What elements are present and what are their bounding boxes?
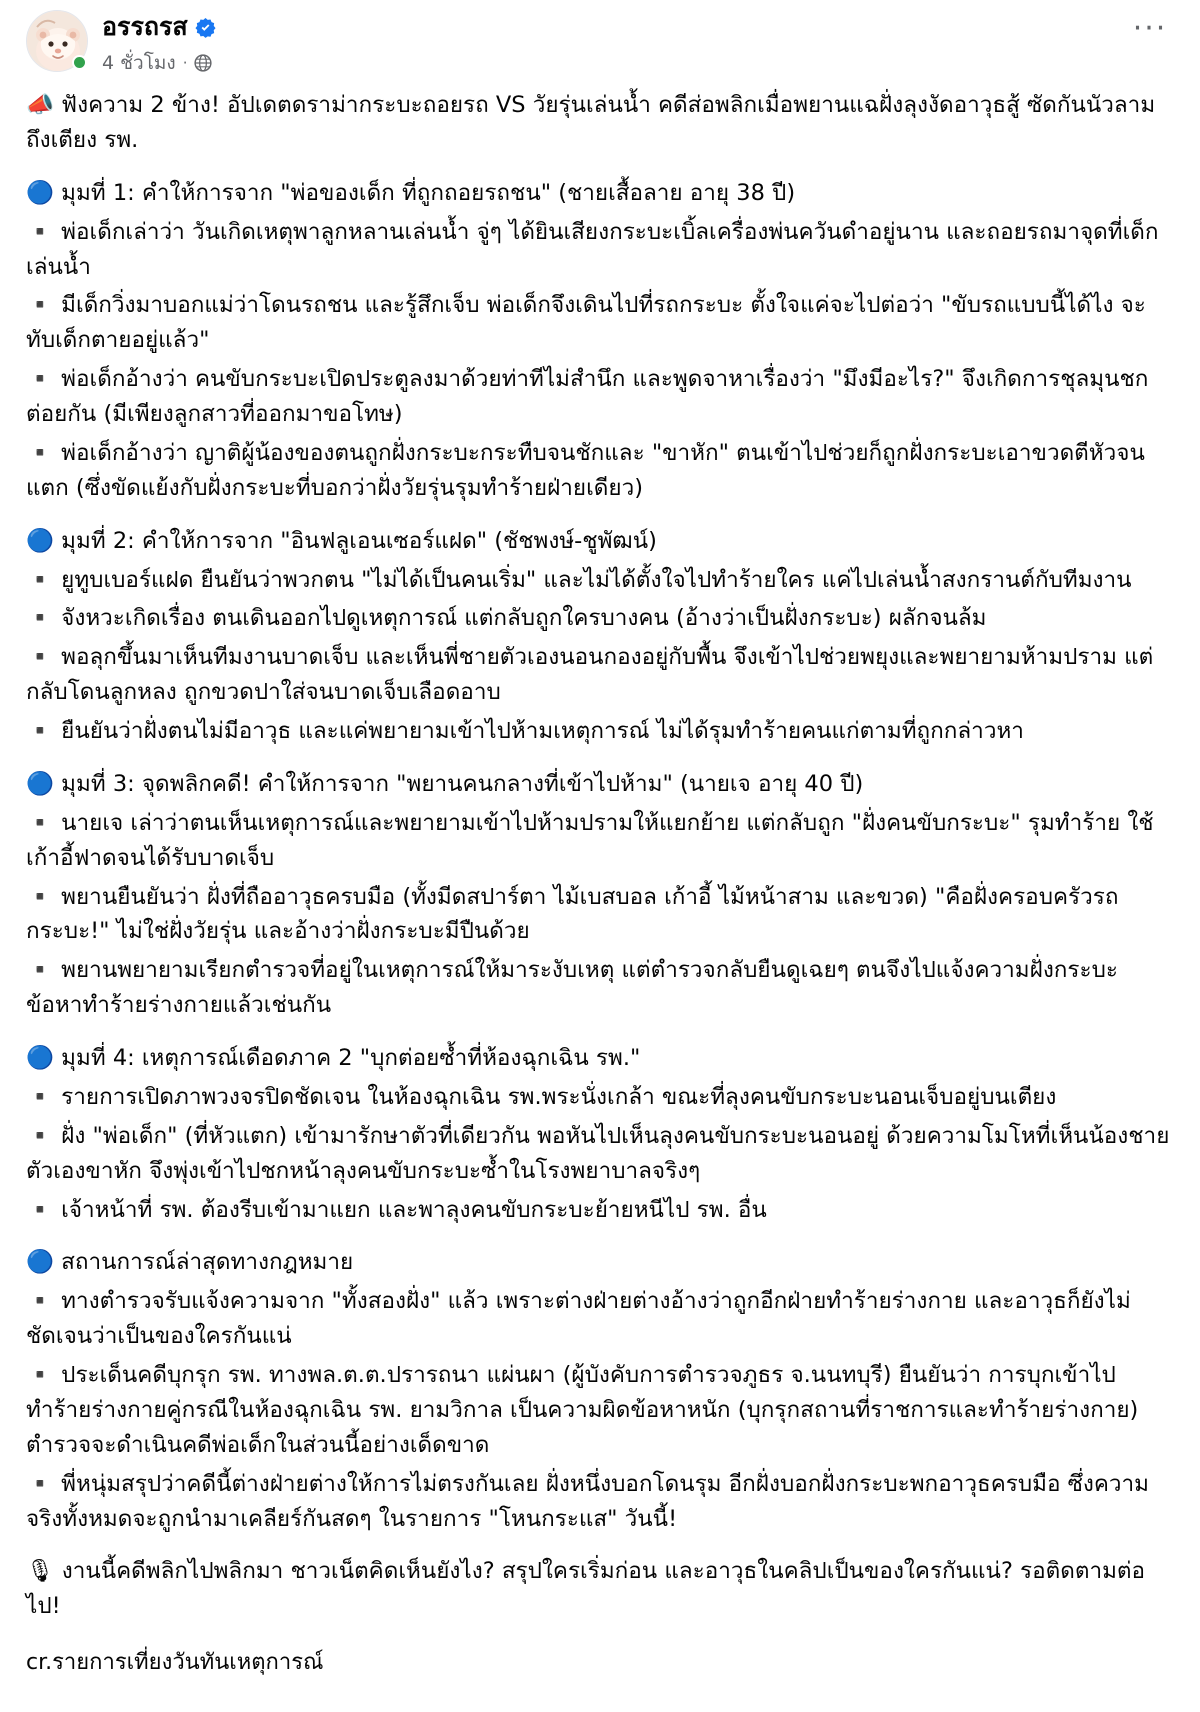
author-row [102, 12, 216, 42]
post-header-text [102, 10, 216, 78]
section-item: ▪️ เจ้าหน้าที่ รพ. ต้องรีบเข้ามาแยก และพาลุงคนขับกระบะย้ายหนีไป รพ. อื่น [26, 1196, 767, 1223]
author-name[interactable]: อรรถรส [102, 12, 188, 41]
section-item: ▪️ พยานพยายามเรียกตำรวจที่อยู่ในเหตุการณ์ให้มาระงับเหตุ แต่ตำรวจกลับยืนดูเฉยๆ ตนจึงไปแจ้งความฝั่งกระบะข้อหาทำร้ายร่างกายแล้วเช่นกัน [26, 957, 1118, 1019]
section-item: ▪️ นายเจ เล่าว่าตนเห็นเหตุการณ์และพยายามเข้าไปห้ามปรามให้แยกย้าย แต่กลับถูก "ฝั่งคนขับกระบะ" รุมทำร้าย ใช้เก้าอี้ฟาดจนได้รับบาดเจ็บ [26, 809, 1154, 871]
post-lead-paragraph: 📣 ฟังความ 2 ข้าง! อัปเดตดราม่ากระบะถอยรถ VS วัยรุ่นเล่นน้ำ คดีส่อพลิกเมื่อพยานแฉฝั่งลุงงัดอาวุธสู้ ซัดกันนัวลามถึงเตียง รพ. [26, 92, 1156, 153]
section-item: ▪️ พอลุกขึ้นมาเห็นทีมงานบาดเจ็บ และเห็นพี่ชายตัวเองนอนกองอยู่กับพื้น จึงเข้าไปช่วยพยุงและพยายามห้ามปราม แต่กลับโดนลูกหลง ถูกขวดปาใส่จนบาดเจ็บเลือดอาบ [26, 644, 1154, 706]
section-item: ▪️ พ่อเด็กอ้างว่า ญาติผู้น้องของตนถูกฝั่งกระบะกระทืบจนชักและ "ขาหัก" ตนเข้าไปช่วยก็ถูกฝั่งกระบะเอาขวดตีหัวจนแตก (ซึ่งขัดแย้งกับฝั่งกระบะที่บอกว่าฝั่งวัยรุ่นรุมทำร้ายฝ่ายเดียว) [26, 439, 1145, 501]
section-item: ▪️ มีเด็กวิ่งมาบอกแม่ว่าโดนรถชน และรู้สึกเจ็บ พ่อเด็กจึงเดินไปที่รถกระบะ ตั้งใจแค่จะไปต่อว่า "ขับรถแบบนี้ได้ไง จะทับเด็กตายอยู่แล้ว" [26, 292, 1146, 354]
section-item: ▪️ พยานยืนยันว่า ฝั่งที่ถืออาวุธครบมือ (ทั้งมีดสปาร์ตา ไม้เบสบอล เก้าอี้ ไม้หน้าสาม และขวด) "คือฝั่งครอบครัวรถกระบะ!" ไม่ใช่ฝั่งวัยรุ่น และอ้างว่าฝั่งกระบะมีปืนด้วย [26, 883, 1119, 945]
section-item: ▪️ จังหวะเกิดเรื่อง ตนเดินออกไปดูเหตุการณ์ แต่กลับถูกใครบางคน (อ้างว่าเป็นฝั่งกระบะ) ผลักจนล้ม [26, 605, 987, 632]
post-closing-paragraph: 🎙 งานนี้คดีพลิกไปพลิกมา ชาวเน็ตคิดเห็นยังไง? สรุปใครเริ่มก่อน และอาวุธในคลิปเป็นของใครกันแน่? รอติดตามต่อไป! [26, 1558, 1146, 1620]
section-item: ▪️ ประเด็นคดีบุกรุก รพ. ทางพล.ต.ต.ปรารถนา แผ่นผา (ผู้บังคับการตำรวจภูธร จ.นนทบุรี) ยืนยันว่า การบุกเข้าไปทำร้ายร่างกายคู่กรณีในห้องฉุกเฉิน รพ. ยามวิกาล เป็นความผิดข้อหาหนัก (บุกรุกสถานที่ราชการและทำร้ายร่างกาย) ตำรวจจะดำเนินคดีพ่อเด็กในส่วนนี้อย่างเด็ดขาด [26, 1362, 1146, 1458]
section-item: ▪️ พี่หนุ่มสรุปว่าคดีนี้ต่างฝ่ายต่างให้การไม่ตรงกันเลย ฝั่งหนึ่งบอกโดนรุม อีกฝั่งบอกฝั่งกระบะพกอาวุธครบมือ ซึ่งความจริงทั้งหมดจะถูกนำมาเคลียร์กันสดๆ ในรายการ "โหนกระแส" วันนี้! [26, 1470, 1150, 1532]
section-item: ▪️ รายการเปิดภาพวงจรปิดชัดเจน ในห้องฉุกเฉิน รพ.พระนั่งเกล้า ขณะที่ลุงคนขับกระบะนอนเจ็บอยู่บนเตียง [26, 1083, 1057, 1110]
section-item: ▪️ ยืนยันว่าฝั่งตนไม่มีอาวุธ และแค่พยายามเข้าไปห้ามเหตุการณ์ ไม่ได้รุมทำร้ายคนแก่ตามที่ถูกกล่าวหา [26, 718, 1024, 744]
post-timestamp[interactable]: 4 ชั่วโมง [102, 52, 176, 74]
section-item: ▪️ พ่อเด็กเล่าว่า วันเกิดเหตุพาลูกหลานเล่นน้ำ จู่ๆ ได้ยินเสียงกระบะเบิ้ลเครื่องพ่นควันดำอยู่นาน และถอยรถมาจุดที่เด็กเล่นน้ำ [26, 218, 1159, 280]
section-item: ▪️ ยูทูบเบอร์แฝด ยืนยันว่าพวกตน "ไม่ได้เป็นคนเริ่ม" และไม่ได้ตั้งใจไปทำร้ายใคร แค่ไปเล่นน้ำสงกรานต์กับทีมงาน [26, 566, 1132, 593]
section-heading: 🔵 มุมที่ 4: เหตุการณ์เดือดภาค 2 "บุกต่อยซ้ำที่ห้องฉุกเฉิน รพ." [26, 1045, 641, 1071]
section-item: ▪️ ทางตำรวจรับแจ้งความจาก "ทั้งสองฝั่ง" แล้ว เพราะต่างฝ่ายต่างอ้างว่าถูกอีกฝ่ายทำร้ายร่างกาย และอาวุธก็ยังไม่ชัดเจนว่าเป็นของใครกันแน่ [26, 1288, 1131, 1350]
section-heading: 🔵 มุมที่ 1: คำให้การจาก "พ่อของเด็ก ที่ถูกถอยรถชน" (ชายเสื้อลาย อายุ 38 ปี) [26, 179, 796, 206]
meta-separator: · [182, 53, 188, 72]
section-heading: 🔵 มุมที่ 3: จุดพลิกคดี! คำให้การจาก "พยานคนกลางที่เข้าไปห้าม" (นายเจ อายุ 40 ปี) [26, 770, 864, 797]
avatar[interactable] [26, 10, 88, 72]
online-status-dot [72, 55, 87, 70]
section-heading: 🔵 มุมที่ 2: คำให้การจาก "อินฟลูเอนเซอร์แฝด" (ชัชพงษ์-ชูพัฒน์) [26, 527, 657, 554]
section-item: ▪️ ฝั่ง "พ่อเด็ก" (ที่หัวแตก) เข้ามารักษาตัวที่เดียวกัน พอหันไปเห็นลุงคนขับกระบะนอนอยู่ ด้วยความโมโหที่เห็นน้องชายตัวเองขาหัก จึงพุ่งเข้าไปชกหน้าลุงคนขับกระบะซ้ำในโรงพยาบาลจริงๆ [26, 1122, 1170, 1184]
post-credit: cr.รายการเที่ยงวันทันเหตุการณ์ [26, 1650, 324, 1676]
section-heading: 🔵 สถานการณ์ล่าสุดทางกฎหมาย [26, 1249, 354, 1276]
globe-icon[interactable] [194, 54, 212, 72]
post-more-options-button[interactable]: ··· [1132, 11, 1168, 46]
section-item: ▪️ พ่อเด็กอ้างว่า คนขับกระบะเปิดประตูลงมาด้วยท่าทีไม่สำนึก และพูดจาหาเรื่องว่า "มึงมีอะไร?" จึงเกิดการชุลมุนชกต่อยกัน (มีเพียงลูกสาวที่ออกมาขอโทษ) [26, 366, 1149, 427]
post-body [26, 86, 1174, 1680]
post-header [26, 6, 1174, 86]
verified-badge-icon [195, 17, 216, 38]
post-meta [102, 48, 216, 78]
